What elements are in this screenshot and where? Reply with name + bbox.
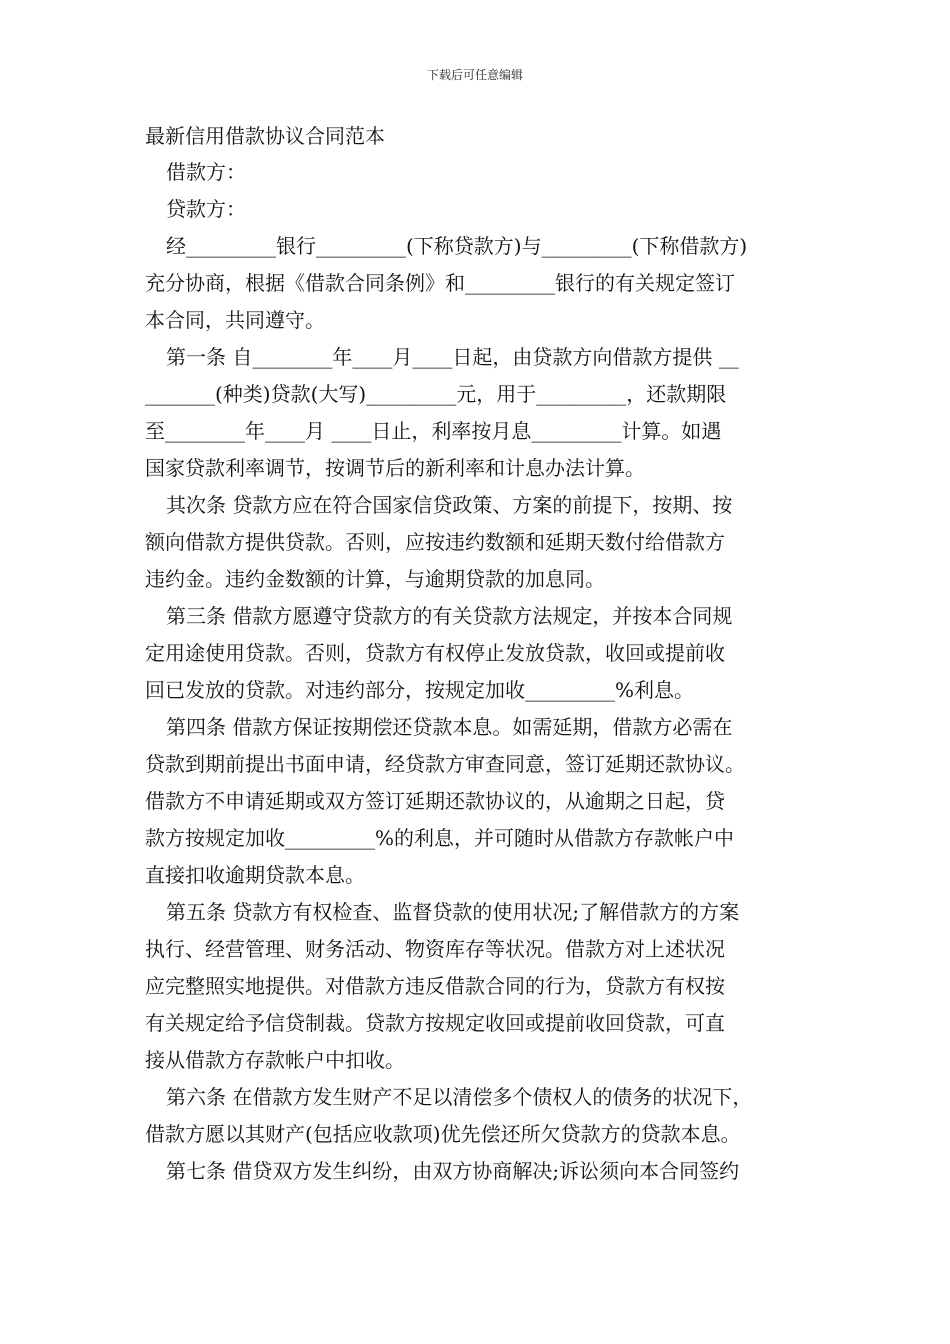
- document-line: 经_________银行_________(下称贷款方)与_________(下称借款方): [166, 234, 748, 258]
- document-line: 第四条 借款方保证按期偿还贷款本息。如需延期，借款方必需在: [166, 715, 733, 739]
- document-line: 其次条 贷款方应在符合国家信贷政策、方案的前提下，按期、按: [166, 493, 733, 517]
- document-line: 借款方：: [166, 160, 246, 184]
- document-line: 贷款到期前提出书面申请，经贷款方审查同意，签订延期还款协议。: [145, 752, 745, 776]
- document-line: 直接扣收逾期贷款本息。: [145, 863, 365, 887]
- document-line: 国家贷款利率调节，按调节后的新利率和计息办法计算。: [145, 456, 645, 480]
- document-line: 应完整照实地提供。对借款方违反借款合同的行为，贷款方有权按: [145, 974, 725, 998]
- document-line: 执行、经营管理、财务活动、物资库存等状况。借款方对上述状况: [145, 937, 725, 961]
- document-line: 定用途使用贷款。否则，贷款方有权停止发放贷款，收回或提前收: [145, 641, 725, 665]
- document-line: 借款方愿以其财产(包括应收款项)优先偿还所欠贷款方的贷款本息。: [145, 1122, 741, 1146]
- page-header-note: 下载后可任意编辑: [426, 68, 523, 82]
- document-line: 额向借款方提供贷款。否则，应按违约数额和延期天数付给借款方: [145, 530, 725, 554]
- document-line: 第五条 贷款方有权检查、监督贷款的使用状况;了解借款方的方案: [166, 900, 740, 924]
- document-line: 借款方不申请延期或双方签订延期还款协议的，从逾期之日起，贷: [145, 789, 725, 813]
- document-lines: [145, 154, 810, 1190]
- document-line: 贷款方：: [166, 197, 246, 221]
- document-body: [145, 118, 810, 1190]
- document-title: 最新信用借款协议合同范本: [145, 124, 385, 148]
- document-line: 至________年____月 ____日止，利率按月息_________计算。如遇: [145, 419, 722, 443]
- document-line: 第一条 自________年____月____日起，由贷款方向借款方提供 __: [166, 345, 739, 369]
- document-line: 回已发放的贷款。对违约部分，按规定加收_________%利息。: [145, 678, 695, 702]
- document-line: _______(种类)贷款(大写)_________元，用于_________，还款期限: [145, 382, 727, 406]
- document-line: 有关规定给予信贷制裁。贷款方按规定收回或提前收回贷款，可直: [145, 1011, 725, 1035]
- document-line: 充分协商，根据《借款合同条例》和_________银行的有关规定签订: [145, 271, 735, 295]
- document-line: 第七条 借贷双方发生纠纷，由双方协商解决;诉讼须向本合同签约: [166, 1159, 740, 1183]
- document-line: 款方按规定加收_________%的利息，并可随时从借款方存款帐户中: [145, 826, 735, 850]
- document-line: 接从借款方存款帐户中扣收。: [145, 1048, 405, 1072]
- document-line: 违约金。违约金数额的计算，与逾期贷款的加息同。: [145, 567, 605, 591]
- document-line: 第六条 在借款方发生财产不足以清偿多个债权人的债务的状况下，: [166, 1085, 753, 1109]
- document-line: 本合同，共同遵守。: [145, 308, 325, 332]
- document-line: 第三条 借款方愿遵守贷款方的有关贷款方法规定，并按本合同规: [166, 604, 733, 628]
